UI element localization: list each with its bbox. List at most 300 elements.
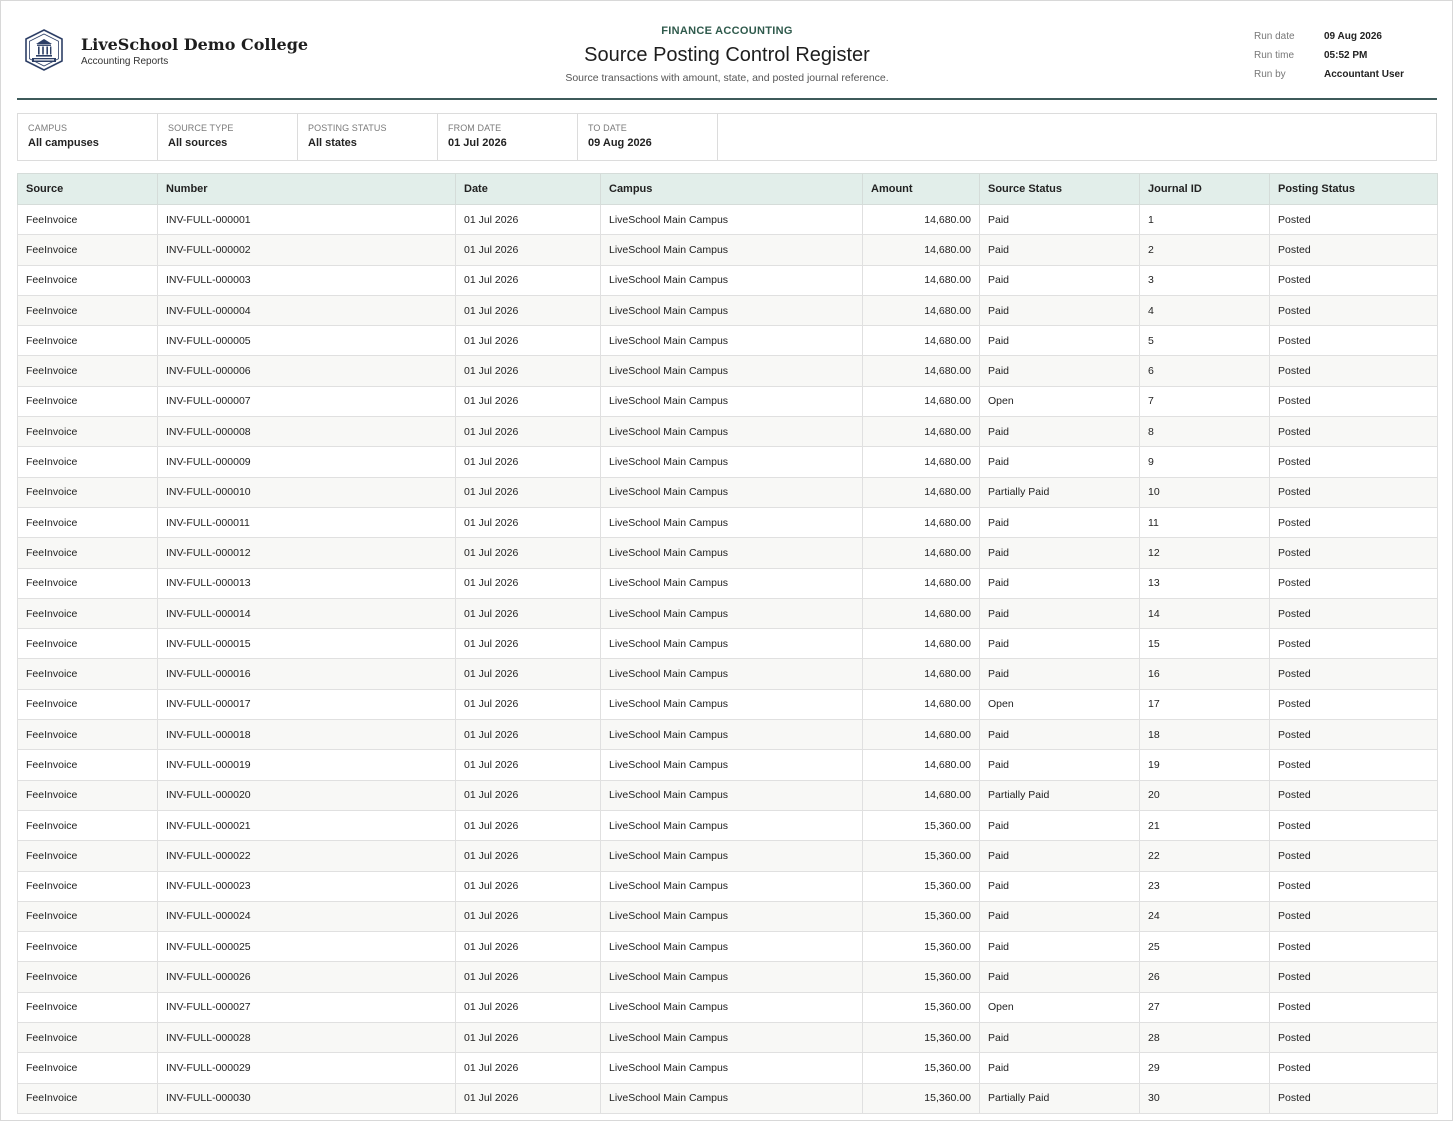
number-cell: INV-FULL-000016: [158, 659, 456, 689]
campus-cell: LiveSchool Main Campus: [601, 750, 863, 780]
number-cell: INV-FULL-000028: [158, 1023, 456, 1053]
source-cell: FeeInvoice: [18, 780, 158, 810]
filter-campus: [18, 114, 158, 160]
date-cell: 01 Jul 2026: [456, 598, 601, 628]
journal-id-cell: 26: [1140, 962, 1270, 992]
source-status-cell: Paid: [980, 568, 1140, 598]
table-row: [18, 235, 1438, 265]
journal-id-cell: 17: [1140, 689, 1270, 719]
posting-status-cell: Posted: [1270, 659, 1438, 689]
posting-status-cell: Posted: [1270, 507, 1438, 537]
column-date-header: Date: [456, 174, 601, 205]
filter-bar: [17, 113, 1437, 161]
table-row: [18, 629, 1438, 659]
date-cell: 01 Jul 2026: [456, 386, 601, 416]
journal-id-cell: 13: [1140, 568, 1270, 598]
filter-value: All campuses: [28, 137, 99, 149]
source-cell: FeeInvoice: [18, 629, 158, 659]
table-row: [18, 568, 1438, 598]
amount-cell: 14,680.00: [863, 417, 980, 447]
source-cell: FeeInvoice: [18, 1083, 158, 1113]
amount-cell: 14,680.00: [863, 447, 980, 477]
table-body: [18, 205, 1438, 1114]
posting-status-cell: Posted: [1270, 841, 1438, 871]
journal-id-cell: 6: [1140, 356, 1270, 386]
number-cell: INV-FULL-000015: [158, 629, 456, 659]
number-cell: INV-FULL-000018: [158, 720, 456, 750]
amount-cell: 14,680.00: [863, 326, 980, 356]
run-by-row: [1254, 65, 1434, 84]
run-date-value: 09 Aug 2026: [1324, 31, 1382, 42]
date-cell: 01 Jul 2026: [456, 932, 601, 962]
posting-status-cell: Posted: [1270, 689, 1438, 719]
run-date-label: Run date: [1254, 31, 1295, 42]
date-cell: 01 Jul 2026: [456, 720, 601, 750]
campus-cell: LiveSchool Main Campus: [601, 598, 863, 628]
journal-id-cell: 25: [1140, 932, 1270, 962]
source-status-cell: Paid: [980, 235, 1140, 265]
table-row: [18, 447, 1438, 477]
amount-cell: 15,360.00: [863, 1083, 980, 1113]
campus-cell: LiveSchool Main Campus: [601, 629, 863, 659]
number-cell: INV-FULL-000004: [158, 295, 456, 325]
posting-status-cell: Posted: [1270, 962, 1438, 992]
journal-id-cell: 29: [1140, 1053, 1270, 1083]
source-cell: FeeInvoice: [18, 932, 158, 962]
table-row: [18, 932, 1438, 962]
posting-status-cell: Posted: [1270, 871, 1438, 901]
source-cell: FeeInvoice: [18, 386, 158, 416]
table-row: [18, 417, 1438, 447]
campus-cell: LiveSchool Main Campus: [601, 659, 863, 689]
table-row: [18, 992, 1438, 1022]
column-posting-status-header: Posting Status: [1270, 174, 1438, 205]
source-status-cell: Paid: [980, 507, 1140, 537]
table-row: [18, 1053, 1438, 1083]
amount-cell: 14,680.00: [863, 720, 980, 750]
amount-cell: 15,360.00: [863, 1023, 980, 1053]
date-cell: 01 Jul 2026: [456, 265, 601, 295]
filter-value: 09 Aug 2026: [588, 137, 652, 149]
run-by-value: Accountant User: [1324, 69, 1405, 80]
campus-cell: LiveSchool Main Campus: [601, 871, 863, 901]
table-row: [18, 780, 1438, 810]
source-cell: FeeInvoice: [18, 507, 158, 537]
column-amount-header: Amount: [863, 174, 980, 205]
number-cell: INV-FULL-000024: [158, 901, 456, 931]
table-row: [18, 810, 1438, 840]
journal-id-cell: 4: [1140, 295, 1270, 325]
campus-cell: LiveSchool Main Campus: [601, 841, 863, 871]
campus-cell: LiveSchool Main Campus: [601, 568, 863, 598]
source-status-cell: Paid: [980, 962, 1140, 992]
amount-cell: 15,360.00: [863, 841, 980, 871]
table-row: [18, 265, 1438, 295]
table-row: [18, 598, 1438, 628]
table-row: [18, 477, 1438, 507]
posting-status-cell: Posted: [1270, 629, 1438, 659]
filter-label: CAMPUS: [28, 123, 68, 133]
source-status-cell: Paid: [980, 720, 1140, 750]
journal-id-cell: 27: [1140, 992, 1270, 1022]
posting-status-cell: Posted: [1270, 750, 1438, 780]
posting-status-cell: Posted: [1270, 447, 1438, 477]
amount-cell: 14,680.00: [863, 659, 980, 689]
source-status-cell: Paid: [980, 356, 1140, 386]
source-status-cell: Open: [980, 992, 1140, 1022]
date-cell: 01 Jul 2026: [456, 235, 601, 265]
number-cell: INV-FULL-000013: [158, 568, 456, 598]
journal-id-cell: 18: [1140, 720, 1270, 750]
date-cell: 01 Jul 2026: [456, 780, 601, 810]
journal-id-cell: 2: [1140, 235, 1270, 265]
date-cell: 01 Jul 2026: [456, 477, 601, 507]
report-header: [17, 1, 1437, 100]
amount-cell: 15,360.00: [863, 1053, 980, 1083]
source-status-cell: Paid: [980, 810, 1140, 840]
amount-cell: 15,360.00: [863, 871, 980, 901]
journal-id-cell: 5: [1140, 326, 1270, 356]
date-cell: 01 Jul 2026: [456, 871, 601, 901]
table-row: [18, 720, 1438, 750]
filter-from-date: [438, 114, 578, 160]
source-cell: FeeInvoice: [18, 1023, 158, 1053]
org-subtitle: Accounting Reports: [81, 56, 169, 67]
journal-id-cell: 22: [1140, 841, 1270, 871]
journal-id-cell: 19: [1140, 750, 1270, 780]
source-cell: FeeInvoice: [18, 356, 158, 386]
campus-cell: LiveSchool Main Campus: [601, 326, 863, 356]
amount-cell: 14,680.00: [863, 750, 980, 780]
table-row: [18, 901, 1438, 931]
posting-status-cell: Posted: [1270, 356, 1438, 386]
date-cell: 01 Jul 2026: [456, 810, 601, 840]
column-source-status-header: Source Status: [980, 174, 1140, 205]
campus-cell: LiveSchool Main Campus: [601, 295, 863, 325]
amount-cell: 14,680.00: [863, 538, 980, 568]
table-row: [18, 1083, 1438, 1113]
table-row: [18, 962, 1438, 992]
campus-cell: LiveSchool Main Campus: [601, 386, 863, 416]
journal-id-cell: 16: [1140, 659, 1270, 689]
posting-status-cell: Posted: [1270, 386, 1438, 416]
number-cell: INV-FULL-000026: [158, 962, 456, 992]
table-row: [18, 507, 1438, 537]
number-cell: INV-FULL-000030: [158, 1083, 456, 1113]
amount-cell: 14,680.00: [863, 780, 980, 810]
source-status-cell: Paid: [980, 750, 1140, 780]
campus-cell: LiveSchool Main Campus: [601, 265, 863, 295]
source-cell: FeeInvoice: [18, 477, 158, 507]
date-cell: 01 Jul 2026: [456, 1083, 601, 1113]
journal-id-cell: 1: [1140, 205, 1270, 235]
source-cell: FeeInvoice: [18, 750, 158, 780]
source-status-cell: Paid: [980, 417, 1140, 447]
filter-label: TO DATE: [588, 123, 627, 133]
source-status-cell: Paid: [980, 1023, 1140, 1053]
number-cell: INV-FULL-000011: [158, 507, 456, 537]
date-cell: 01 Jul 2026: [456, 1053, 601, 1083]
table-row: [18, 659, 1438, 689]
journal-id-cell: 8: [1140, 417, 1270, 447]
journal-id-cell: 12: [1140, 538, 1270, 568]
date-cell: 01 Jul 2026: [456, 205, 601, 235]
table-row: [18, 689, 1438, 719]
amount-cell: 15,360.00: [863, 932, 980, 962]
source-cell: FeeInvoice: [18, 720, 158, 750]
number-cell: INV-FULL-000009: [158, 447, 456, 477]
amount-cell: 14,680.00: [863, 507, 980, 537]
date-cell: 01 Jul 2026: [456, 568, 601, 598]
source-cell: FeeInvoice: [18, 598, 158, 628]
posting-status-cell: Posted: [1270, 1023, 1438, 1053]
number-cell: INV-FULL-000027: [158, 992, 456, 1022]
posting-status-cell: Posted: [1270, 1083, 1438, 1113]
source-status-cell: Paid: [980, 1053, 1140, 1083]
source-cell: FeeInvoice: [18, 901, 158, 931]
campus-cell: LiveSchool Main Campus: [601, 477, 863, 507]
journal-id-cell: 21: [1140, 810, 1270, 840]
amount-cell: 14,680.00: [863, 295, 980, 325]
posting-status-cell: Posted: [1270, 295, 1438, 325]
amount-cell: 14,680.00: [863, 235, 980, 265]
posting-status-cell: Posted: [1270, 810, 1438, 840]
number-cell: INV-FULL-000021: [158, 810, 456, 840]
number-cell: INV-FULL-000007: [158, 386, 456, 416]
date-cell: 01 Jul 2026: [456, 901, 601, 931]
register-table: [17, 173, 1438, 1114]
posting-status-cell: Posted: [1270, 265, 1438, 295]
page-subtitle: Source transactions with amount, state, and posted journal reference.: [565, 72, 889, 84]
date-cell: 01 Jul 2026: [456, 962, 601, 992]
run-time-label: Run time: [1254, 50, 1295, 61]
number-cell: INV-FULL-000003: [158, 265, 456, 295]
posting-status-cell: Posted: [1270, 901, 1438, 931]
date-cell: 01 Jul 2026: [456, 447, 601, 477]
date-cell: 01 Jul 2026: [456, 326, 601, 356]
amount-cell: 14,680.00: [863, 629, 980, 659]
journal-id-cell: 14: [1140, 598, 1270, 628]
source-cell: FeeInvoice: [18, 992, 158, 1022]
campus-cell: LiveSchool Main Campus: [601, 205, 863, 235]
source-cell: FeeInvoice: [18, 568, 158, 598]
posting-status-cell: Posted: [1270, 326, 1438, 356]
source-cell: FeeInvoice: [18, 659, 158, 689]
amount-cell: 15,360.00: [863, 992, 980, 1022]
table-row: [18, 841, 1438, 871]
column-journal-id-header: Journal ID: [1140, 174, 1270, 205]
number-cell: INV-FULL-000005: [158, 326, 456, 356]
date-cell: 01 Jul 2026: [456, 295, 601, 325]
campus-cell: LiveSchool Main Campus: [601, 720, 863, 750]
run-date-row: [1254, 27, 1434, 46]
number-cell: INV-FULL-000001: [158, 205, 456, 235]
number-cell: INV-FULL-000025: [158, 932, 456, 962]
amount-cell: 14,680.00: [863, 265, 980, 295]
posting-status-cell: Posted: [1270, 932, 1438, 962]
journal-id-cell: 23: [1140, 871, 1270, 901]
source-status-cell: Paid: [980, 598, 1140, 628]
source-cell: FeeInvoice: [18, 689, 158, 719]
posting-status-cell: Posted: [1270, 417, 1438, 447]
source-status-cell: Paid: [980, 871, 1140, 901]
posting-status-cell: Posted: [1270, 477, 1438, 507]
number-cell: INV-FULL-000002: [158, 235, 456, 265]
journal-id-cell: 20: [1140, 780, 1270, 810]
amount-cell: 15,360.00: [863, 810, 980, 840]
source-status-cell: Paid: [980, 538, 1140, 568]
date-cell: 01 Jul 2026: [456, 538, 601, 568]
run-by-label: Run by: [1254, 69, 1286, 80]
posting-status-cell: Posted: [1270, 205, 1438, 235]
posting-status-cell: Posted: [1270, 1053, 1438, 1083]
date-cell: 01 Jul 2026: [456, 659, 601, 689]
number-cell: INV-FULL-000014: [158, 598, 456, 628]
campus-cell: LiveSchool Main Campus: [601, 810, 863, 840]
source-status-cell: Paid: [980, 326, 1140, 356]
campus-cell: LiveSchool Main Campus: [601, 1053, 863, 1083]
campus-cell: LiveSchool Main Campus: [601, 235, 863, 265]
source-cell: FeeInvoice: [18, 841, 158, 871]
amount-cell: 14,680.00: [863, 356, 980, 386]
filter-to-date: [578, 114, 718, 160]
source-status-cell: Paid: [980, 265, 1140, 295]
source-status-cell: Paid: [980, 932, 1140, 962]
campus-cell: LiveSchool Main Campus: [601, 538, 863, 568]
org-name: LiveSchool Demo College: [81, 35, 309, 54]
amount-cell: 15,360.00: [863, 962, 980, 992]
source-cell: FeeInvoice: [18, 295, 158, 325]
journal-id-cell: 30: [1140, 1083, 1270, 1113]
date-cell: 01 Jul 2026: [456, 750, 601, 780]
campus-cell: LiveSchool Main Campus: [601, 962, 863, 992]
date-cell: 01 Jul 2026: [456, 417, 601, 447]
source-status-cell: Paid: [980, 659, 1140, 689]
source-cell: FeeInvoice: [18, 1053, 158, 1083]
run-time-row: [1254, 46, 1434, 65]
number-cell: INV-FULL-000006: [158, 356, 456, 386]
source-cell: FeeInvoice: [18, 810, 158, 840]
posting-status-cell: Posted: [1270, 780, 1438, 810]
campus-cell: LiveSchool Main Campus: [601, 1023, 863, 1053]
page-title: Source Posting Control Register: [584, 44, 870, 66]
journal-id-cell: 11: [1140, 507, 1270, 537]
source-cell: FeeInvoice: [18, 871, 158, 901]
campus-cell: LiveSchool Main Campus: [601, 689, 863, 719]
column-source-header: Source: [18, 174, 158, 205]
date-cell: 01 Jul 2026: [456, 689, 601, 719]
campus-cell: LiveSchool Main Campus: [601, 1083, 863, 1113]
journal-id-cell: 7: [1140, 386, 1270, 416]
register-table-wrap: [17, 173, 1437, 1114]
table-row: [18, 750, 1438, 780]
source-status-cell: Open: [980, 689, 1140, 719]
journal-id-cell: 10: [1140, 477, 1270, 507]
source-status-cell: Paid: [980, 295, 1140, 325]
filter-label: POSTING STATUS: [308, 123, 387, 133]
table-row: [18, 205, 1438, 235]
journal-id-cell: 28: [1140, 1023, 1270, 1053]
filter-value: All states: [308, 137, 357, 149]
number-cell: INV-FULL-000017: [158, 689, 456, 719]
source-cell: FeeInvoice: [18, 265, 158, 295]
date-cell: 01 Jul 2026: [456, 629, 601, 659]
table-row: [18, 1023, 1438, 1053]
amount-cell: 14,680.00: [863, 477, 980, 507]
source-status-cell: Paid: [980, 629, 1140, 659]
journal-id-cell: 15: [1140, 629, 1270, 659]
run-time-value: 05:52 PM: [1324, 50, 1368, 61]
amount-cell: 15,360.00: [863, 901, 980, 931]
amount-cell: 14,680.00: [863, 386, 980, 416]
source-cell: FeeInvoice: [18, 326, 158, 356]
source-status-cell: Partially Paid: [980, 1083, 1140, 1113]
source-status-cell: Partially Paid: [980, 477, 1140, 507]
amount-cell: 14,680.00: [863, 205, 980, 235]
posting-status-cell: Posted: [1270, 992, 1438, 1022]
amount-cell: 14,680.00: [863, 689, 980, 719]
date-cell: 01 Jul 2026: [456, 992, 601, 1022]
filter-label: SOURCE TYPE: [168, 123, 234, 133]
campus-cell: LiveSchool Main Campus: [601, 780, 863, 810]
filter-value: All sources: [168, 137, 228, 149]
source-status-cell: Paid: [980, 901, 1140, 931]
posting-status-cell: Posted: [1270, 720, 1438, 750]
table-header-row: [18, 174, 1438, 205]
amount-cell: 14,680.00: [863, 598, 980, 628]
journal-id-cell: 3: [1140, 265, 1270, 295]
campus-cell: LiveSchool Main Campus: [601, 932, 863, 962]
source-status-cell: Paid: [980, 841, 1140, 871]
number-cell: INV-FULL-000022: [158, 841, 456, 871]
number-cell: INV-FULL-000029: [158, 1053, 456, 1083]
posting-status-cell: Posted: [1270, 568, 1438, 598]
journal-id-cell: 24: [1140, 901, 1270, 931]
source-cell: FeeInvoice: [18, 417, 158, 447]
campus-cell: LiveSchool Main Campus: [601, 901, 863, 931]
date-cell: 01 Jul 2026: [456, 356, 601, 386]
run-info: [1254, 27, 1434, 84]
column-campus-header: Campus: [601, 174, 863, 205]
source-status-cell: Paid: [980, 205, 1140, 235]
posting-status-cell: Posted: [1270, 235, 1438, 265]
campus-cell: LiveSchool Main Campus: [601, 992, 863, 1022]
filter-source-type: [158, 114, 298, 160]
report-category: FINANCE ACCOUNTING: [661, 25, 793, 37]
number-cell: INV-FULL-000010: [158, 477, 456, 507]
source-status-cell: Paid: [980, 447, 1140, 477]
journal-id-cell: 9: [1140, 447, 1270, 477]
source-status-cell: Open: [980, 386, 1140, 416]
number-cell: INV-FULL-000023: [158, 871, 456, 901]
table-row: [18, 871, 1438, 901]
table-row: [18, 356, 1438, 386]
source-cell: FeeInvoice: [18, 235, 158, 265]
posting-status-cell: Posted: [1270, 538, 1438, 568]
date-cell: 01 Jul 2026: [456, 841, 601, 871]
filter-value: 01 Jul 2026: [448, 137, 507, 149]
number-cell: INV-FULL-000008: [158, 417, 456, 447]
table-row: [18, 295, 1438, 325]
number-cell: INV-FULL-000012: [158, 538, 456, 568]
amount-cell: 14,680.00: [863, 568, 980, 598]
campus-cell: LiveSchool Main Campus: [601, 417, 863, 447]
campus-cell: LiveSchool Main Campus: [601, 356, 863, 386]
table-row: [18, 538, 1438, 568]
number-cell: INV-FULL-000019: [158, 750, 456, 780]
campus-cell: LiveSchool Main Campus: [601, 507, 863, 537]
number-cell: INV-FULL-000020: [158, 780, 456, 810]
